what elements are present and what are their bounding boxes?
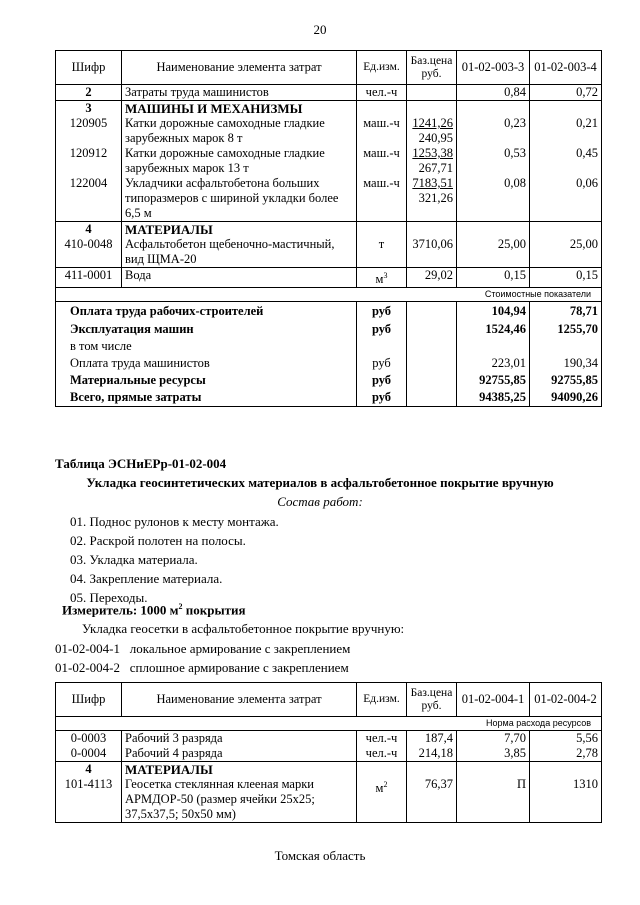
list-item: 05. Переходы. [70,590,148,605]
cost-name: в том числе [56,338,357,355]
row-value-1: П [457,777,530,823]
cost-name: Всего, прямые затраты [56,389,357,407]
col-header-v1: 01-02-003-3 [457,51,530,85]
list-item: 01. Поднос рулонов к месту монтажа. [70,514,279,529]
cost-name: Материальные ресурсы [56,372,357,389]
cost-value-2: 92755,85 [530,372,602,389]
cost-unit: руб [357,389,407,407]
table-row [56,85,602,101]
cost-value-1: 94385,25 [457,389,530,407]
cost-row [56,355,602,372]
cost-name: Эксплуатация машин [56,320,357,338]
cost-value-1: 1524,46 [457,320,530,338]
row-unit: маш.-ч [357,116,407,146]
table-row [56,146,602,176]
section-row [56,222,602,238]
row-price: 76,37 [407,777,457,823]
col-header-unit: Ед.изм. [357,51,407,85]
row-name: Затраты труда машинистов [122,85,357,101]
table-label: Таблица ЭСНиЕРр-01-02-004 [55,456,227,471]
cost-value-2: 78,71 [530,302,602,321]
row-value-2: 2,78 [530,746,602,762]
table-row [56,237,602,268]
row-unit: маш.-ч [357,146,407,176]
cost-row [56,320,602,338]
row-value-2: 0,45 [530,146,602,176]
cost-value-1: 92755,85 [457,372,530,389]
cost-value-2: 94090,26 [530,389,602,407]
row-name: Укладчики асфальтобетона больших типоразмеров с шириной укладки более 6,5 м [122,176,357,222]
row-price: 1241,26 240,95 [407,116,457,146]
cost-value-1: 223,01 [457,355,530,372]
list-item: 01-02-004-2 сплошное армирование с закреплением [55,660,349,675]
row-value-1: 25,00 [457,237,530,268]
row-unit: т [357,237,407,268]
row-unit: чел.-ч [357,85,407,101]
row-price: 29,02 [407,268,457,288]
row-code: 120912 [56,146,122,176]
list-item: 04. Закрепление материала. [70,571,223,586]
row-code: 101-4113 [56,777,122,823]
col-header-name: Наименование элемента затрат [122,683,357,717]
row-value-2: 0,15 [530,268,602,288]
row-value-2: 1310 [530,777,602,823]
list-item: 03. Укладка материала. [70,552,198,567]
col-header-unit: Ед.изм. [357,683,407,717]
row-price: 214,18 [407,746,457,762]
table-row [56,777,602,823]
cost-name: Оплата труда рабочих-строителей [56,302,357,321]
cost-unit: руб [357,302,407,321]
row-value-1: 0,15 [457,268,530,288]
page-number: 20 [313,22,327,37]
cost-unit: руб [357,320,407,338]
row-value-1: 0,84 [457,85,530,101]
table-row [56,746,602,762]
description: Укладка геосетки в асфальтобетонное покрытие вручную: [82,621,405,636]
cost-unit: руб [357,355,407,372]
table-header-row [56,51,602,85]
row-unit: $м^3$ [357,268,407,288]
variant-list [55,639,350,677]
table-row [56,116,602,146]
row-name: Рабочий 3 разряда [122,731,357,747]
row-price: 3710,06 [407,237,457,268]
row-price [407,85,457,101]
row-value-1: 3,85 [457,746,530,762]
row-name: Катки дорожные самоходные гладкие зарубежных марок 8 т [122,116,357,146]
row-value-2: 5,56 [530,731,602,747]
norm-header: Норма расхода ресурсов [56,717,602,731]
row-code: 0-0003 [56,731,122,747]
row-name: Геосетка стеклянная клееная марки АРМДОР-50 (размер ячейки 25х25; 37,5х37,5; 50х50 мм) [122,777,357,823]
row-unit: $м^2$ [357,777,407,823]
row-code: 4 [56,222,122,238]
cost-row [56,389,602,407]
row-value-2: 0,21 [530,116,602,146]
col-header-price: Баз.цена руб. [407,51,457,85]
row-value-2: 0,06 [530,176,602,222]
col-header-v1: 01-02-004-1 [457,683,530,717]
footer-region: Томская область [274,848,366,863]
section-row [56,762,602,778]
col-header-price: Баз.цена руб. [407,683,457,717]
cost-value-1: 104,94 [457,302,530,321]
cost-header-row [56,288,602,302]
row-code: 410-0048 [56,237,122,268]
cost-name: Оплата труда машинистов [56,355,357,372]
col-header-code: Шифр [56,683,122,717]
works-list [70,512,279,607]
row-value-2: 25,00 [530,237,602,268]
section-title: Укладка геосинтетических материалов в асфальтобетонное покрытие вручную [86,475,554,490]
row-code: 122004 [56,176,122,222]
col-header-name: Наименование элемента затрат [122,51,357,85]
row-unit: маш.-ч [357,176,407,222]
row-name: Катки дорожные самоходные гладкие зарубежных марок 13 т [122,146,357,176]
row-unit: чел.-ч [357,731,407,747]
row-price: 1253,38 267,71 [407,146,457,176]
cost-unit: руб [357,372,407,389]
row-value-1: 0,08 [457,176,530,222]
row-price: 187,4 [407,731,457,747]
section-title: МАШИНЫ И МЕХАНИЗМЫ [122,101,357,117]
list-item: 02. Раскрой полотен на полосы. [70,533,246,548]
resource-table-2 [55,682,602,823]
table-row [56,268,602,288]
cost-value-2: 190,34 [530,355,602,372]
section-title: МАТЕРИАЛЫ [122,222,357,238]
row-code: 411-0001 [56,268,122,288]
row-code: 2 [56,85,122,101]
row-name: Вода [122,268,357,288]
row-name: Асфальтобетон щебеночно-мастичный, вид ЩМА-20 [122,237,357,268]
cost-row [56,372,602,389]
list-item: 01-02-004-1 локальное армирование с закреплением [55,641,351,656]
table-row [56,176,602,222]
col-header-code: Шифр [56,51,122,85]
row-price: 7183,51 321,26 [407,176,457,222]
row-unit: чел.-ч [357,746,407,762]
col-header-v2: 01-02-003-4 [530,51,602,85]
section-row [56,101,602,117]
resource-table-1 [55,50,602,407]
col-header-v2: 01-02-004-2 [530,683,602,717]
cost-header: Стоимостные показатели [56,288,602,302]
section-title: МАТЕРИАЛЫ [122,762,357,778]
row-value-1: 7,70 [457,731,530,747]
row-code: 120905 [56,116,122,146]
row-value-2: 0,72 [530,85,602,101]
row-name: Рабочий 4 разряда [122,746,357,762]
norm-header-row [56,717,602,731]
row-value-1: 0,53 [457,146,530,176]
row-code: 4 [56,762,122,778]
cost-row [56,338,602,355]
meter-line: Измеритель: 1000 $м^2$ покрытия [62,602,246,618]
row-code: 0-0004 [56,746,122,762]
works-heading: Состав работ: [277,494,363,509]
row-value-1: 0,23 [457,116,530,146]
cost-row [56,302,602,321]
table-row [56,731,602,747]
cost-value-2: 1255,70 [530,320,602,338]
table-header-row [56,683,602,717]
row-code: 3 [56,101,122,117]
